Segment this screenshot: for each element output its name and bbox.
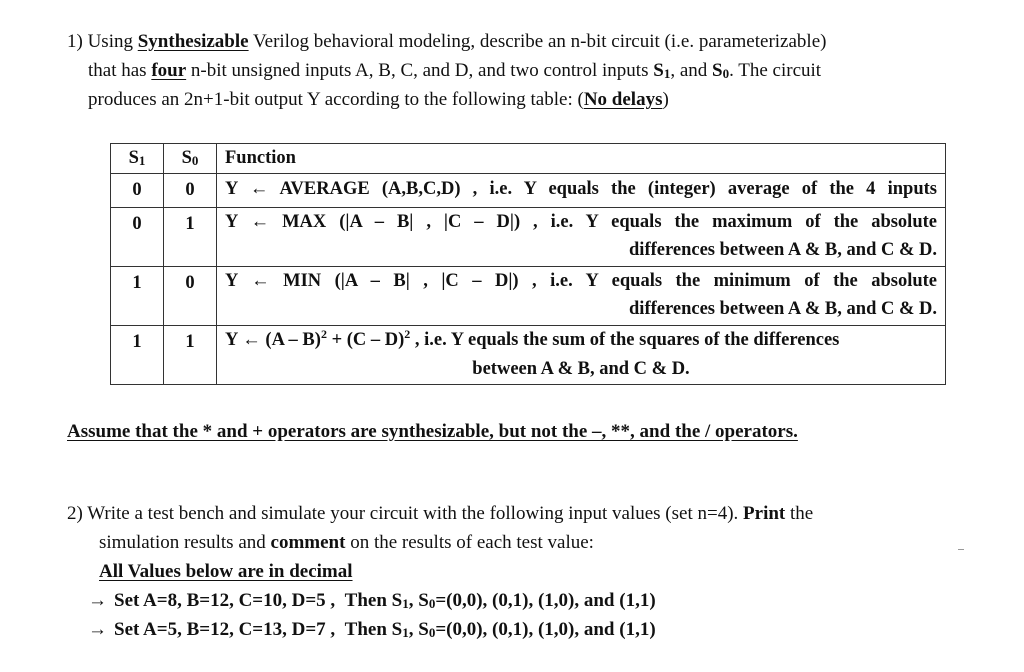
cell-s1: 0 xyxy=(111,208,164,267)
table-row xyxy=(111,174,946,208)
header-s0: $S_0$ xyxy=(164,144,217,174)
cell-s1: 1 xyxy=(111,267,164,326)
table-header-row xyxy=(111,144,946,174)
cell-function: Y ← MAX (|A – B| , |C – D|) , i.e. Y equals the maximum of the absolute differences between A & B, and C & D. xyxy=(217,208,946,267)
header-s1: $S_1$ xyxy=(111,144,164,174)
header-function: Function xyxy=(217,144,946,174)
q1-text: produces an 2n+1-bit output Y according to the following table: ( xyxy=(88,89,584,110)
q1-s1: $S_1$ xyxy=(653,60,671,81)
table-row xyxy=(111,326,946,385)
arrow-icon: → xyxy=(88,590,107,611)
cell-function: Y ← MIN (|A – B| , |C – D|) , i.e. Y equals the minimum of the absolute differences between A & B, and C & D. xyxy=(217,267,946,326)
cell-function: Y ← AVERAGE (A,B,C,D) , i.e. Y equals the (integer) average of the 4 inputs xyxy=(217,174,946,208)
cell-s0: 0 xyxy=(164,267,217,326)
function-table xyxy=(110,143,946,385)
test-case-2: → Set A=5, B=12, C=13, D=7 , Then $S_1$, $S_0=(0,0)$, (0,1), (1,0), and (1,1) xyxy=(88,615,656,645)
q1-four: four xyxy=(151,60,187,81)
arrow-icon: → xyxy=(88,619,107,640)
cell-s0: 0 xyxy=(164,174,217,208)
q1-text: , and xyxy=(670,60,708,81)
q1-number: 1) xyxy=(67,31,83,52)
q2-line-2: simulation results and comment on the results of each test value: xyxy=(99,532,594,553)
test-case-1: → Set A=8, B=12, C=10, D=5 , Then $S_1$, $S_0=(0,0)$, (0,1), (1,0), and (1,1) xyxy=(88,586,656,616)
table-row xyxy=(111,267,946,326)
q2-line-1: 2) Write a test bench and simulate your circuit with the following input values (set n=4). Print the xyxy=(67,503,814,524)
assumption-note: Assume that the * and + operators are synthesizable, but not the –, **, and the / operators. xyxy=(67,421,798,442)
all-values-note: All Values below are in decimal xyxy=(99,561,353,582)
stray-mark xyxy=(958,549,964,550)
q1-synthesizable: Synthesizable xyxy=(137,31,249,52)
cell-s0: 1 xyxy=(164,208,217,267)
q2-print: Print xyxy=(743,503,786,524)
cell-s1: 0 xyxy=(111,174,164,208)
q1-text: Using xyxy=(87,31,133,52)
cell-s1: 1 xyxy=(111,326,164,385)
q2-comment: comment xyxy=(270,532,346,553)
q1-text: Verilog behavioral modeling, describe an n-bit circuit (i.e. parameterizable) xyxy=(253,31,827,52)
q2-text: Write a test bench and simulate your circuit with the following input values (set n=4). xyxy=(87,503,739,524)
q2-number: 2) xyxy=(67,503,83,524)
q1-line-3: produces an 2n+1-bit output Y according to the following table: (No delays) xyxy=(88,89,669,110)
cell-function: Y ← (A – B)$^2$ + (C – D)$^2$ , i.e. Y equals the sum of the squares of the differences between A & B, and C & D. xyxy=(217,326,946,385)
q1-line-1 xyxy=(67,27,826,56)
q1-line-2 xyxy=(88,56,821,86)
q1-no-delays: No delays xyxy=(583,89,663,110)
q1-text: n-bit unsigned inputs A, B, C, and D, and two control inputs xyxy=(190,60,649,81)
table-row xyxy=(111,208,946,267)
q1-text: that has xyxy=(88,60,147,81)
q1-text: . The circuit xyxy=(729,60,822,81)
cell-s0: 1 xyxy=(164,326,217,385)
q1-s0: $S_0$ xyxy=(712,60,730,81)
